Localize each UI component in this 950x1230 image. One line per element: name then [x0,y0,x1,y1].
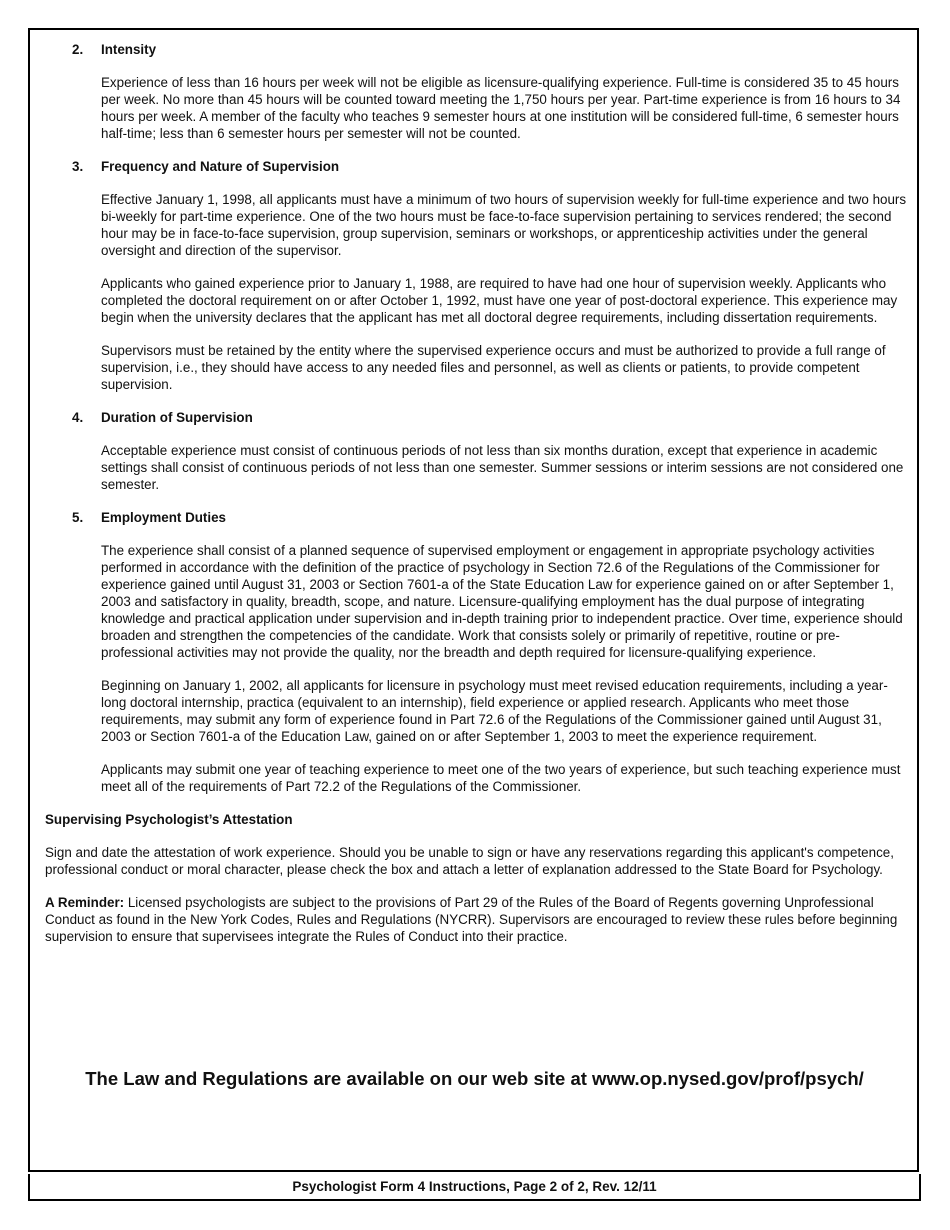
paragraph: Beginning on January 1, 2002, all applicants for licensure in psychology must meet revised education requirements, including a year-long doctoral internship, practica (equivalent to an internship), field experience or applied research. Applicants who meet those requirements, may submit any form of experience found in Part 72.6 of the Regulations of the Commissioner gained until August 31, 2003 or Section 7601-a of the Education Law, gained on or after September 1, 2003 to meet the experience requirement. [101,678,888,744]
page-footer: Psychologist Form 4 Instructions, Page 2 of 2, Rev. 12/11 [28,1174,921,1201]
section-number: 5. [72,510,84,525]
reminder-text: Licensed psychologists are subject to the provisions of Part 29 of the Rules of the Board of Regents governing Unprofessional Conduct as found in the New York Codes, Rules and Regulations (NYCRR). Supervisors are encouraged to review these rules before beginning supervision to ensure that supervisees integrate the Rules of Conduct into their practice. [45,895,898,944]
attestation-heading: Supervising Psychologist’s Attestation [45,812,293,827]
paragraph: The experience shall consist of a planned sequence of supervised employment or engagement in appropriate psychology activities performed in accordance with the definition of the practice of psychology in Section 72.6 of the Regulations of the Commissioner for experience gained until August 31, 2003 or Section 7601-a of the State Education Law for experience gained on or after September 1, 2003 and satisfactory in quality, breadth, scope, and nature. Licensure-qualifying employment has the dual purpose of integrating knowledge and practical application under supervision and in-depth training prior to independent practice. Over time, experience should broaden and strengthen the competencies of the candidate. Work that consists solely or primarily of repetitive, routine or pre-professional activities may not provide the quality, nor the breadth and depth required for licensure-qualifying experience. [101,543,903,660]
attestation-text: Sign and date the attestation of work experience. Should you be unable to sign or have any reservations regarding this applicant's competence, professional conduct or moral character, please check the box and attach a letter of explanation addressed to the State Board for Psychology. [45,845,894,877]
law-notice: The Law and Regulations are available on our web site at www.op.nysed.gov/prof/psych/ [85,1068,864,1089]
section-title: Duration of Supervision [101,410,253,425]
document-body [45,41,907,961]
section-number: 2. [72,42,84,57]
section-number: 3. [72,159,84,174]
paragraph: Supervisors must be retained by the entity where the supervised experience occurs and must be authorized to provide a full range of supervision, i.e., they should have access to any needed files and personnel, as well as clients or patients, to provide competent supervision. [101,343,886,392]
section-heading-frequency-supervision [45,158,907,175]
reminder-label: A Reminder: [45,895,125,910]
section-heading-intensity [45,41,907,58]
section-heading-employment-duties [45,509,907,526]
paragraph: Experience of less than 16 hours per week will not be eligible as licensure-qualifying experience. Full-time is considered 35 to 45 hours per week. No more than 45 hours will be counted toward meeting the 1,750 hours per year. Part-time experience is from 16 hours to 34 hours per week. A member of the faculty who teaches 9 semester hours at one institution will be considered full-time, 6 semester hours half-time; less than 6 semester hours per semester will not be counted. [101,75,901,141]
section-heading-duration-supervision [45,409,907,426]
paragraph: Acceptable experience must consist of continuous periods of not less than six months duration, except that experience in academic settings shall consist of continuous periods of not less than one semester. Summer sessions or interim sessions are not considered one semester. [101,443,904,492]
reminder-paragraph [45,894,907,945]
paragraph: Effective January 1, 1998, all applicants must have a minimum of two hours of supervision weekly for full-time experience and two hours bi-weekly for part-time experience. One of the two hours must be face-to-face supervision pertaining to services rendered; the second hour may be in face-to-face supervision, group supervision, seminars or workshops, or apprenticeship activities under the general oversight and direction of the supervisor. [101,192,907,258]
paragraph: Applicants may submit one year of teaching experience to meet one of the two years of experience, but such teaching experience must meet all of the requirements of Part 72.2 of the Regulations of the Commissioner. [101,762,901,794]
section-title: Frequency and Nature of Supervision [101,159,340,174]
section-number: 4. [72,410,84,425]
section-title: Employment Duties [101,510,227,525]
section-title: Intensity [101,42,157,57]
paragraph: Applicants who gained experience prior to January 1, 1988, are required to have had one hour of supervision weekly. Applicants who completed the doctoral requirement on or after October 1, 1992, must have one year of post-doctoral experience. This experience may begin when the university declares that the applicant has met all doctoral degree requirements, including dissertation requirements. [101,276,898,325]
